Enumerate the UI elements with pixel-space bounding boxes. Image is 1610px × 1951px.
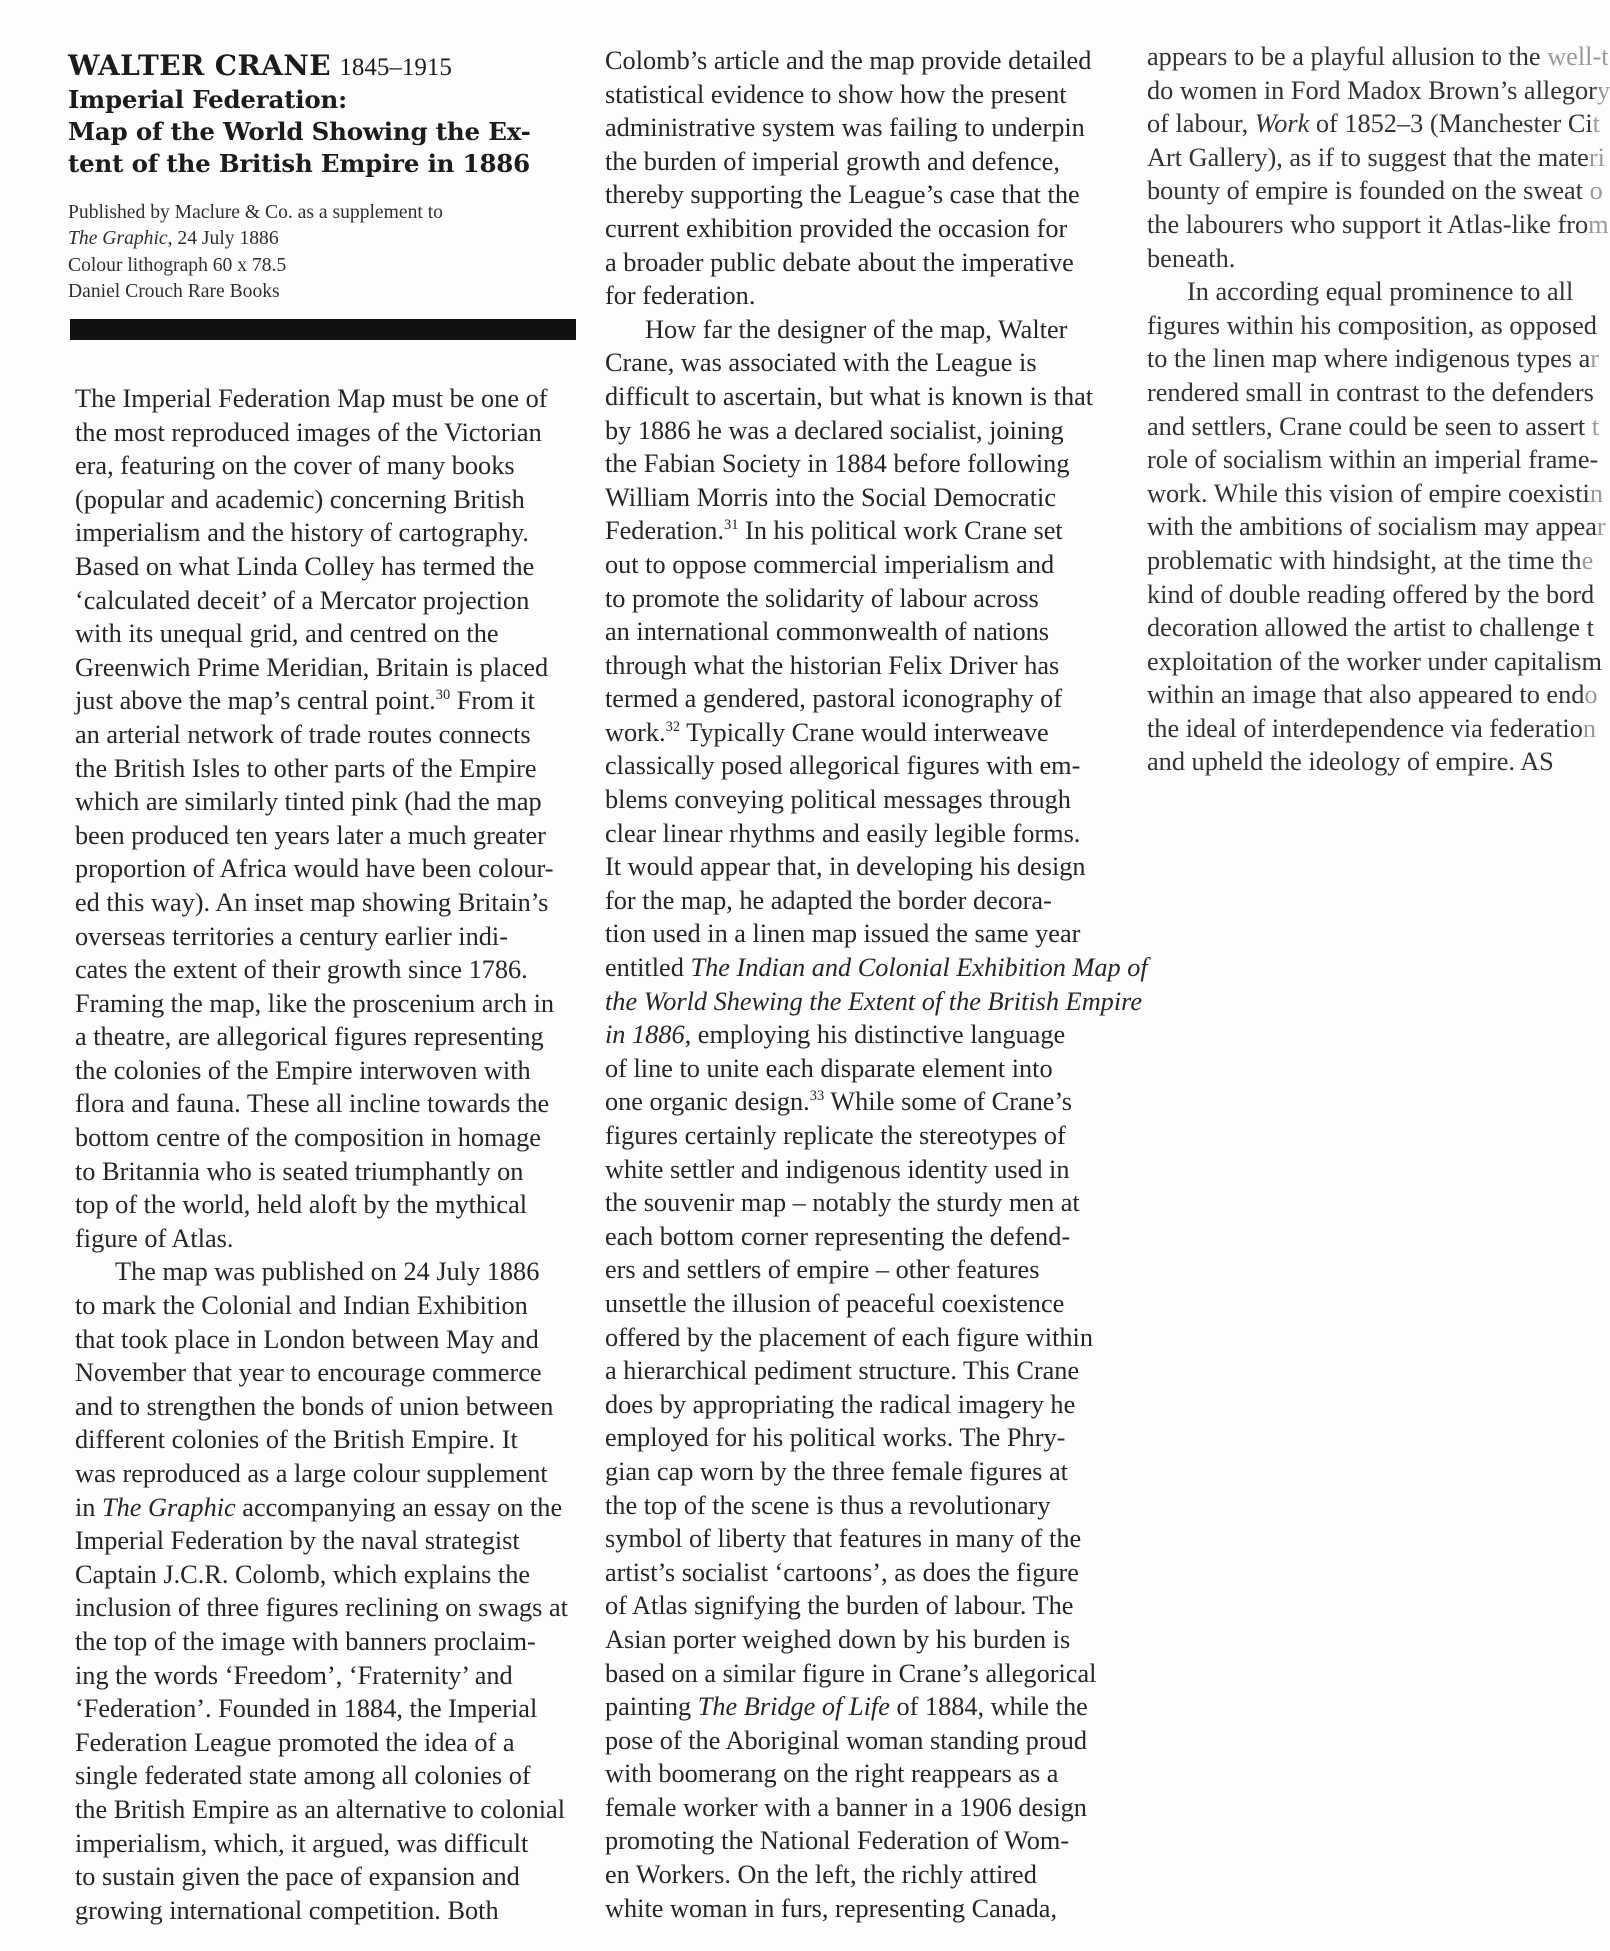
- line-text: beneath.: [1147, 243, 1236, 273]
- text-line: [75, 1423, 568, 1457]
- line-text: offered by the placement of each figure within: [605, 1322, 1093, 1352]
- text-line: [1147, 74, 1610, 108]
- line-text: The Imperial Federation Map must be one of: [75, 384, 548, 413]
- faded-edge-text: r: [1590, 344, 1600, 374]
- faded-edge-text: e: [1581, 545, 1594, 575]
- text-line: [605, 346, 1148, 380]
- text-line: [605, 212, 1148, 246]
- line-text: different colonies of the British Empire. It: [75, 1425, 518, 1455]
- text-line: [605, 1220, 1148, 1254]
- text-line: [75, 584, 568, 618]
- text-line: [1147, 712, 1610, 746]
- text-line: [605, 1489, 1148, 1523]
- text-line: [605, 985, 1148, 1019]
- line-text: November that year to encourage commerce: [75, 1358, 542, 1388]
- line-text: era, featuring on the cover of many books: [75, 451, 515, 481]
- text-line: [605, 1455, 1148, 1489]
- line-text: ers and settlers of empire – other features: [605, 1255, 1040, 1285]
- line-text: , employing his distinctive language: [684, 1020, 1066, 1050]
- text-line: [75, 1188, 568, 1222]
- line-text: within an image that also appeared to end: [1147, 680, 1585, 710]
- line-text: Art Gallery), as if to suggest that the mate: [1147, 142, 1589, 172]
- text-line: [605, 1724, 1148, 1758]
- text-line: [75, 550, 568, 584]
- text-line: [605, 111, 1148, 145]
- line-text: accompanying an essay on the: [235, 1492, 563, 1522]
- line-text: tion used in a linen map issued the same year: [605, 919, 1081, 949]
- line-text: top of the world, held aloft by the mythical: [75, 1190, 528, 1220]
- text-line: [1147, 342, 1610, 376]
- text-line: [75, 953, 568, 987]
- text-line: [605, 582, 1148, 616]
- line-text: (popular and academic) concerning British: [75, 484, 525, 514]
- line-text: Greenwich Prime Meridian, Britain is placed: [75, 652, 549, 682]
- line-text: bounty of empire is founded on the sweat: [1147, 176, 1590, 206]
- line-text: figures certainly replicate the stereotypes of: [605, 1121, 1066, 1150]
- line-text: white woman in furs, representing Canada,: [605, 1893, 1058, 1923]
- line-text: statistical evidence to show how the present: [605, 79, 1067, 109]
- text-line: [605, 783, 1148, 817]
- line-text: Captain J.C.R. Colomb, which explains the: [75, 1559, 531, 1589]
- faded-edge-text: o: [1584, 680, 1598, 710]
- text-line: [605, 1892, 1148, 1926]
- text-line: [605, 1018, 1148, 1052]
- line-text: blems conveying political messages through: [605, 785, 1071, 815]
- line-text: The map was published on 24 July 1886: [115, 1257, 540, 1287]
- line-text: white settler and indigenous identity used in: [605, 1154, 1070, 1184]
- text-line: [1147, 678, 1610, 712]
- text-line: [75, 1020, 568, 1054]
- italic-title: The Graphic: [102, 1492, 236, 1522]
- text-line: [605, 1321, 1148, 1355]
- publication-line: Published by Maclure & Co. as a supplement to: [68, 202, 443, 223]
- line-text: work. While this vision of empire coexisti: [1147, 478, 1590, 508]
- line-text: Colomb’s article and the map provide detailed: [605, 46, 1092, 75]
- text-column-3: [1147, 40, 1610, 779]
- text-line: [75, 1289, 568, 1323]
- text-line: [75, 1692, 568, 1726]
- faded-edge-text: well-t: [1547, 42, 1609, 71]
- text-line: [605, 1421, 1148, 1455]
- line-text: appears to be a playful allusion to the: [1147, 42, 1548, 71]
- faded-edge-text: y: [1596, 75, 1610, 105]
- text-line: [1147, 645, 1610, 679]
- line-text: flora and fauna. These all incline towards the: [75, 1089, 550, 1119]
- publication-date-line: The Graphic, 24 July 1886: [68, 228, 279, 250]
- line-text: gian cap worn by the three female figures at: [605, 1456, 1068, 1486]
- text-line: [75, 1222, 568, 1256]
- line-text: the ideal of interdependence via federatio: [1147, 713, 1583, 743]
- text-line: [75, 1087, 568, 1121]
- line-text: of Atlas signifying the burden of labour. The: [605, 1591, 1074, 1621]
- text-line: [75, 1524, 568, 1558]
- text-line: [75, 785, 568, 819]
- line-text: just above the map’s central point.: [75, 686, 436, 716]
- text-line: [605, 1354, 1148, 1388]
- line-text: cates the extent of their growth since 1786.: [75, 955, 528, 985]
- faded-edge-text: t: [1591, 411, 1600, 441]
- line-text: ing the words ‘Freedom’, ‘Fraternity’ and: [75, 1660, 513, 1690]
- faded-edge-text: r: [1596, 512, 1606, 542]
- line-text: decoration allowed the artist to challenge t: [1147, 613, 1594, 643]
- line-text: the burden of imperial growth and defence,: [605, 146, 1060, 176]
- text-line: [75, 1356, 568, 1390]
- line-text: unsettle the illusion of peaceful coexistence: [605, 1288, 1065, 1318]
- faded-edge-text: t: [1592, 109, 1600, 139]
- text-line: [1147, 611, 1610, 645]
- faded-edge-text: n: [1589, 478, 1603, 508]
- line-text: bottom centre of the composition in homage: [75, 1123, 541, 1153]
- text-line: [605, 917, 1148, 951]
- journal-title: The Graphic: [68, 228, 168, 250]
- text-line: [75, 1860, 568, 1894]
- text-line: [1147, 141, 1610, 175]
- line-text: symbol of liberty that features in many of the: [605, 1524, 1082, 1554]
- text-line: [75, 1390, 568, 1424]
- text-line: [605, 1287, 1148, 1321]
- text-line: [75, 1793, 568, 1827]
- text-line: [605, 1253, 1148, 1287]
- medium-line: Colour lithograph 60 x 78.5: [68, 254, 287, 276]
- line-text: the colonies of the Empire interwoven with: [75, 1055, 531, 1085]
- text-line: [75, 651, 568, 685]
- text-line: [1147, 242, 1610, 276]
- text-line: [1147, 443, 1610, 477]
- text-line: [1147, 208, 1610, 242]
- text-line: [605, 481, 1148, 515]
- faded-edge-text: m: [1588, 209, 1609, 239]
- line-text: of labour,: [1147, 109, 1255, 139]
- text-line: [75, 920, 568, 954]
- text-line: [75, 1894, 568, 1928]
- line-text: been produced ten years later a much greater: [75, 820, 546, 850]
- text-line: [605, 145, 1148, 179]
- line-text: figure of Atlas.: [75, 1223, 234, 1253]
- line-text: the top of the scene is thus a revolutionary: [605, 1490, 1051, 1520]
- line-text: pose of the Aboriginal woman standing proud: [605, 1725, 1088, 1755]
- line-text: William Morris into the Social Democratic: [605, 482, 1056, 512]
- text-line: [1147, 745, 1610, 779]
- text-line: [605, 817, 1148, 851]
- line-text: the Fabian Society in 1884 before following: [605, 449, 1070, 479]
- line-text: and upheld the ideology of empire.: [1147, 747, 1521, 777]
- text-line: [605, 1690, 1148, 1724]
- text-line: [605, 850, 1148, 884]
- line-text: to Britannia who is seated triumphantly on: [75, 1156, 524, 1186]
- line-text: Based on what Linda Colley has termed the: [75, 551, 535, 581]
- text-line: [75, 1054, 568, 1088]
- text-line: [605, 1388, 1148, 1422]
- entry-header: [68, 50, 578, 306]
- line-text: a theatre, are allegorical figures representing: [75, 1022, 544, 1052]
- line-text: promoting the National Federation of Wom-: [605, 1826, 1070, 1856]
- line-text: Federation.: [605, 516, 725, 546]
- text-line: [605, 1824, 1148, 1858]
- text-line: [75, 1827, 568, 1861]
- header-rule: [70, 319, 576, 340]
- line-text: difficult to ascertain, but what is known is that: [605, 381, 1094, 411]
- work-title-line: Imperial Federation:: [68, 85, 347, 114]
- text-line: [605, 279, 1148, 313]
- line-text: of 1852–3 (Manchester Ci: [1309, 109, 1593, 139]
- line-text: ‘calculated deceit’ of a Mercator projection: [75, 585, 530, 615]
- line-text: the souvenir map – notably the sturdy men at: [605, 1188, 1080, 1218]
- work-title-line: Map of the World Showing the Ex-: [68, 117, 531, 146]
- line-text: the British Isles to other parts of the Empire: [75, 753, 537, 783]
- line-text: which are similarly tinted pink (had the map: [75, 787, 542, 817]
- line-text: a hierarchical pediment structure. This Crane: [605, 1356, 1080, 1386]
- faded-edge-text: o: [1589, 176, 1603, 206]
- line-text: ‘Federation’. Founded in 1884, the Imperial: [75, 1694, 538, 1724]
- line-text: role of socialism within an imperial frame-: [1147, 445, 1599, 475]
- text-line: [605, 1119, 1148, 1153]
- text-line: [75, 752, 568, 786]
- text-line: [75, 382, 568, 416]
- text-line: [75, 1255, 568, 1289]
- text-line: [605, 716, 1148, 750]
- line-text: of line to unite each disparate element into: [605, 1053, 1053, 1083]
- text-line: [75, 852, 568, 886]
- text-line: [605, 749, 1148, 783]
- line-text: From it: [450, 686, 535, 716]
- text-line: [75, 987, 568, 1021]
- line-text: in: [75, 1492, 103, 1522]
- text-line: [605, 1623, 1148, 1657]
- text-line: [75, 1457, 568, 1491]
- work-title-line: tent of the British Empire in 1886: [68, 149, 531, 178]
- line-text: an international commonwealth of nations: [605, 617, 1050, 647]
- text-line: [75, 1558, 568, 1592]
- text-line: [605, 246, 1148, 280]
- line-text: growing international competition. Both: [75, 1895, 499, 1925]
- footnote-ref: 31: [724, 517, 739, 534]
- text-line: [605, 649, 1148, 683]
- line-text: AS: [1520, 747, 1554, 777]
- text-line: [75, 718, 568, 752]
- text-line: [1147, 410, 1610, 444]
- text-line: [1147, 376, 1610, 410]
- text-line: [75, 483, 568, 517]
- text-line: [1147, 40, 1610, 74]
- text-line: [605, 44, 1148, 78]
- text-line: [75, 1591, 568, 1625]
- artist-name: WALTER CRANE: [68, 49, 331, 82]
- line-text: through what the historian Felix Driver has: [605, 650, 1060, 680]
- artist-line: [68, 50, 578, 84]
- line-text: imperialism and the history of cartography.: [75, 518, 529, 548]
- text-line: [605, 548, 1148, 582]
- artist-dates: 1845–1915: [339, 54, 452, 81]
- line-text: does by appropriating the radical imagery he: [605, 1389, 1076, 1419]
- italic-title: The Indian and Colonial Exhibition Map of: [690, 953, 1148, 983]
- line-text: It would appear that, in developing his design: [605, 852, 1086, 882]
- line-text: single federated state among all colonies of: [75, 1761, 531, 1791]
- line-text: ed this way). An inset map showing Britain’s: [75, 887, 549, 917]
- text-line: [605, 1522, 1148, 1556]
- text-line: [1147, 107, 1610, 141]
- line-text: Federation League promoted the idea of a: [75, 1727, 515, 1757]
- line-text: a broader public debate about the imperative: [605, 247, 1074, 277]
- line-text: to mark the Colonial and Indian Exhibition: [75, 1291, 528, 1321]
- text-line: [605, 1589, 1148, 1623]
- line-text: entitled: [605, 953, 691, 983]
- line-text: the British Empire as an alternative to colonial: [75, 1794, 565, 1824]
- line-text: of 1884, while the: [889, 1692, 1088, 1722]
- line-text: kind of double reading offered by the bord: [1147, 579, 1595, 609]
- italic-title: the World Shewing the Extent of the British Empire: [605, 986, 1143, 1016]
- faded-edge-text: n: [1582, 713, 1597, 743]
- line-text: and to strengthen the bonds of union between: [75, 1391, 554, 1421]
- text-line: [1147, 275, 1610, 309]
- text-line: [605, 178, 1148, 212]
- text-line: [75, 449, 568, 483]
- line-text: to sustain given the pace of expansion and: [75, 1862, 520, 1892]
- text-line: [605, 1757, 1148, 1791]
- line-text: administrative system was failing to underpin: [605, 113, 1085, 143]
- text-line: [605, 1085, 1148, 1119]
- line-text: en Workers. On the left, the richly attired: [605, 1860, 1037, 1890]
- line-text: by 1886 he was a declared socialist, joining: [605, 415, 1064, 445]
- text-line: [75, 1625, 568, 1659]
- text-line: [605, 884, 1148, 918]
- text-line: [605, 1858, 1148, 1892]
- footnote-ref: 30: [435, 687, 451, 704]
- italic-title: in 1886: [605, 1020, 685, 1050]
- line-text: overseas territories a century earlier indi-: [75, 921, 508, 951]
- line-text: for federation.: [605, 281, 756, 311]
- line-text: While some of Crane’s: [824, 1087, 1073, 1117]
- work-details: [68, 200, 578, 306]
- line-text: imperialism, which, it argued, was difficult: [75, 1828, 529, 1858]
- text-line: [75, 516, 568, 550]
- line-text: clear linear rhythms and easily legible forms.: [605, 818, 1081, 848]
- line-text: current exhibition provided the occasion for: [605, 213, 1068, 243]
- text-line: [605, 1186, 1148, 1220]
- line-text: out to oppose commercial imperialism and: [605, 549, 1055, 579]
- lender-line: Daniel Crouch Rare Books: [68, 281, 280, 303]
- line-text: one organic design.: [605, 1087, 810, 1117]
- text-line: [1147, 174, 1610, 208]
- line-text: Framing the map, like the proscenium arch in: [75, 988, 555, 1018]
- text-line: [605, 447, 1148, 481]
- column-body: [75, 382, 568, 1927]
- text-line: [605, 1657, 1148, 1691]
- text-line: [1147, 578, 1610, 612]
- line-text: How far the designer of the map, Walter: [645, 314, 1068, 344]
- line-text: proportion of Africa would have been colour-: [75, 854, 554, 884]
- text-line: [75, 1121, 568, 1155]
- text-line: [75, 416, 568, 450]
- line-text: for the map, he adapted the border decora-: [605, 885, 1052, 915]
- text-line: [75, 886, 568, 920]
- text-line: [75, 1323, 568, 1357]
- line-text: thereby supporting the League’s case that the: [605, 180, 1080, 210]
- line-text: exploitation of the worker under capitalism: [1147, 646, 1602, 676]
- text-line: [75, 617, 568, 651]
- line-text: with boomerang on the right reappears as a: [605, 1759, 1059, 1789]
- text-line: [75, 1759, 568, 1793]
- line-text: to promote the solidarity of labour across: [605, 583, 1039, 613]
- line-text: Asian porter weighed down by his burden is: [605, 1624, 1071, 1654]
- footnote-ref: 33: [809, 1088, 825, 1105]
- line-text: Crane, was associated with the League is: [605, 348, 1037, 378]
- text-line: [75, 1726, 568, 1760]
- line-text: painting: [605, 1692, 698, 1722]
- line-text: an arterial network of trade routes connects: [75, 719, 531, 749]
- line-text: with the ambitions of socialism may appea: [1147, 512, 1597, 542]
- line-text: rendered small in contrast to the defenders: [1147, 377, 1594, 407]
- line-text: termed a gendered, pastoral iconography of: [605, 684, 1063, 714]
- line-text: problematic with hindsight, at the time th: [1147, 545, 1582, 575]
- line-text: the labourers who support it Atlas-like fro: [1147, 209, 1589, 239]
- line-text: In according equal prominence to all: [1187, 277, 1574, 307]
- text-line: [605, 380, 1148, 414]
- line-text: to the linen map where indigenous types a: [1147, 344, 1591, 374]
- line-text: Imperial Federation by the naval strategist: [75, 1526, 520, 1556]
- text-line: [605, 514, 1148, 548]
- text-line: [605, 951, 1148, 985]
- line-text: was reproduced as a large colour supplement: [75, 1459, 548, 1488]
- italic-title: The Bridge of Life: [697, 1692, 890, 1722]
- text-line: [75, 1659, 568, 1693]
- line-text: Typically Crane would interweave: [680, 717, 1049, 747]
- line-text: classically posed allegorical figures with em-: [605, 751, 1081, 781]
- text-line: [605, 682, 1148, 716]
- line-text: that took place in London between May and: [75, 1324, 539, 1354]
- text-line: [605, 78, 1148, 112]
- italic-title: Work: [1254, 109, 1310, 139]
- text-column-2: [605, 44, 1148, 1925]
- text-line: [605, 1052, 1148, 1086]
- text-line: [605, 313, 1148, 347]
- text-line: [605, 615, 1148, 649]
- text-line: [1147, 510, 1610, 544]
- text-line: [75, 1155, 568, 1189]
- text-line: [605, 414, 1148, 448]
- line-text: figures within his composition, as opposed: [1147, 310, 1597, 340]
- footnote-ref: 32: [665, 719, 681, 736]
- line-text: do women in Ford Madox Brown’s allegor: [1147, 75, 1597, 105]
- text-line: [605, 1153, 1148, 1187]
- faded-edge-text: ri: [1588, 142, 1605, 172]
- line-text: In his political work Crane set: [738, 516, 1063, 546]
- text-line: [605, 1556, 1148, 1590]
- text-line: [605, 1791, 1148, 1825]
- text-line: [1147, 477, 1610, 511]
- line-text: employed for his political works. The Phry-: [605, 1423, 1066, 1453]
- line-text: based on a similar figure in Crane’s allegorical: [605, 1658, 1097, 1688]
- text-line: [1147, 309, 1610, 343]
- line-text: inclusion of three figures reclining on swags at: [75, 1593, 568, 1623]
- text-line: [75, 684, 568, 718]
- text-line: [1147, 544, 1610, 578]
- line-text: the most reproduced images of the Victorian: [75, 417, 542, 447]
- line-text: and settlers, Crane could be seen to assert: [1147, 411, 1592, 441]
- line-text: female worker with a banner in a 1906 design: [605, 1792, 1087, 1822]
- text-line: [75, 1491, 568, 1525]
- line-text: work.: [605, 717, 666, 747]
- line-text: artist’s socialist ‘cartoons’, as does the figure: [605, 1557, 1079, 1587]
- line-text: the top of the image with banners proclaim-: [75, 1626, 536, 1656]
- text-line: [75, 819, 568, 853]
- line-text: each bottom corner representing the defend-: [605, 1221, 1071, 1251]
- line-text: with its unequal grid, and centred on the: [75, 619, 499, 649]
